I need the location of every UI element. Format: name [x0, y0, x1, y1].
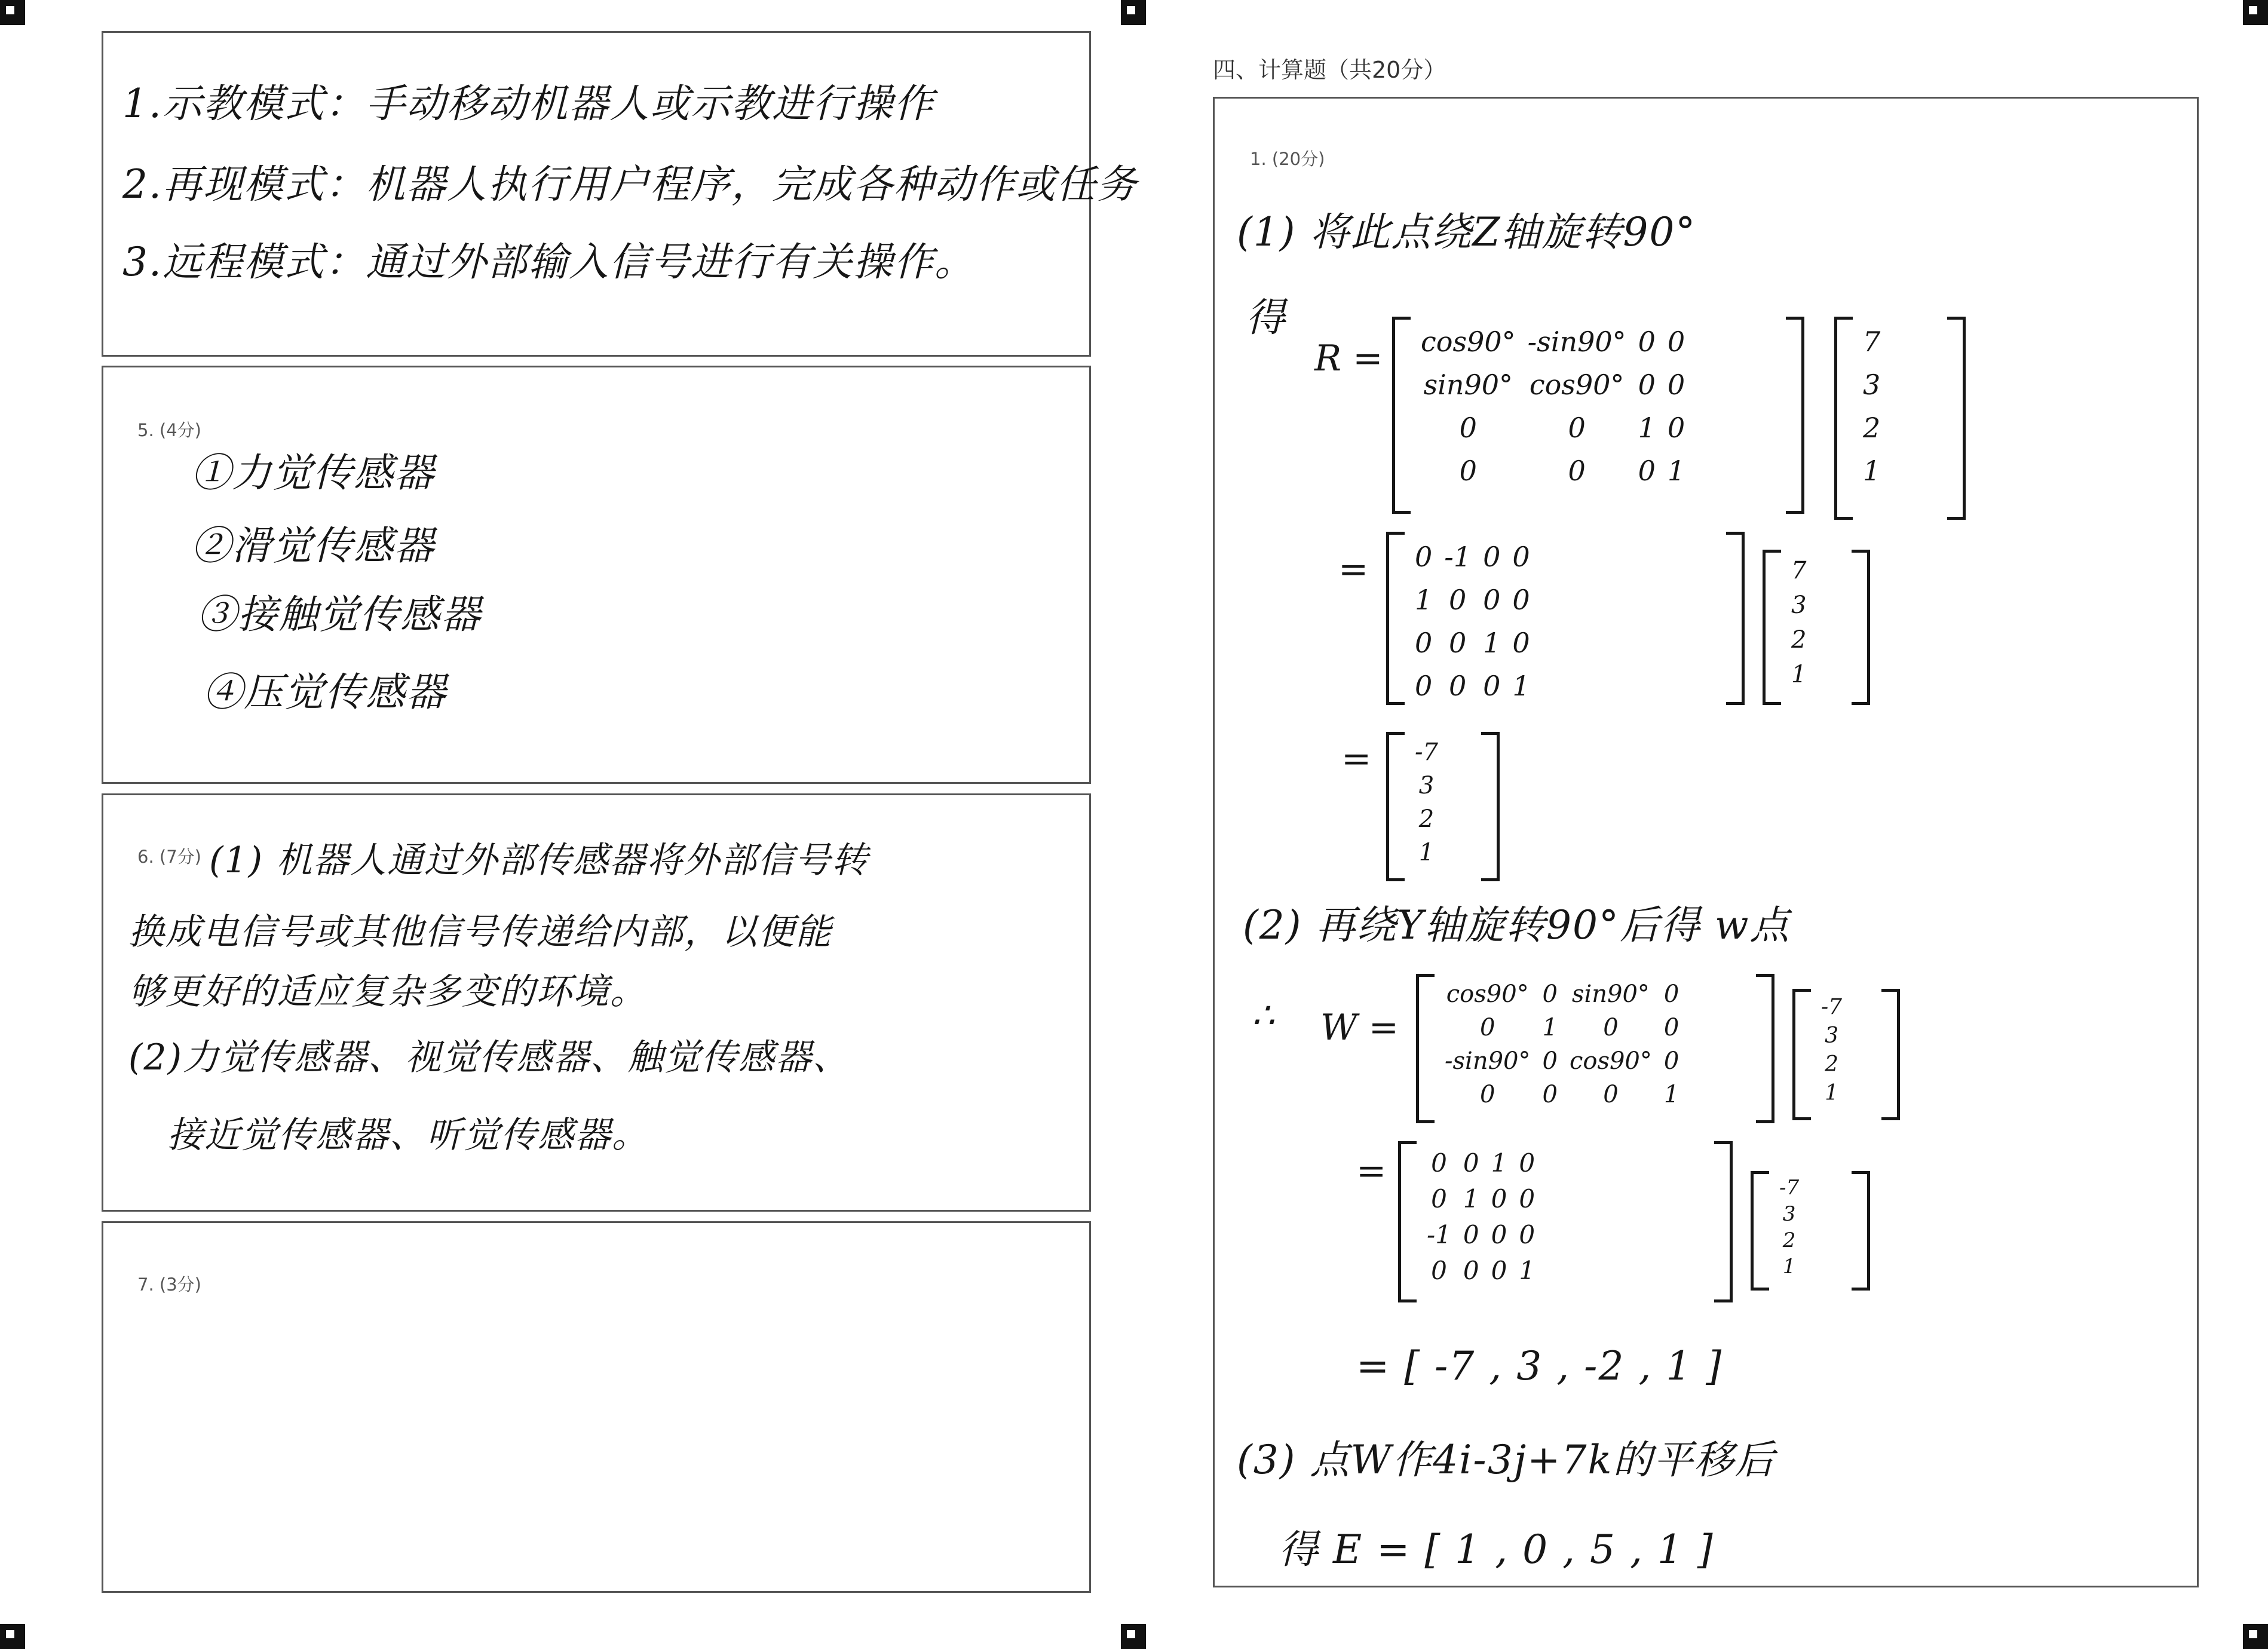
- cell: sin90°: [1423, 369, 1513, 401]
- step2-text: (2) 再绕Y轴旋转90°后得 w点: [1243, 902, 1791, 948]
- cell: 1: [1638, 412, 1656, 444]
- cell: 3: [1791, 591, 1807, 619]
- cell: 1: [1415, 584, 1433, 616]
- q5-answer-1: ①力觉传感器: [191, 450, 435, 496]
- rot-y-numeric-matrix: [1398, 1141, 1733, 1302]
- rot-y-symbolic-matrix: [1416, 974, 1774, 1123]
- cell: 0: [1463, 1219, 1479, 1249]
- cell: 0: [1491, 1184, 1507, 1213]
- cell: 7: [1791, 557, 1807, 584]
- cell: sin90°: [1571, 980, 1650, 1008]
- cell: cos90°: [1421, 326, 1516, 358]
- cell: -sin90°: [1527, 326, 1626, 358]
- cell: 3: [1782, 1202, 1796, 1226]
- q6-line-2: 换成电信号或其他信号传递给内部，以便能: [128, 911, 832, 953]
- cell: 0: [1603, 1014, 1619, 1041]
- cell: 0: [1638, 369, 1656, 401]
- step1-de: 得: [1246, 295, 1286, 341]
- cell: 0: [1480, 1081, 1495, 1108]
- step3-text: (3) 点W作4i-3j+7k的平移后: [1237, 1437, 1776, 1483]
- cell: 0: [1415, 627, 1433, 659]
- cell: 0: [1483, 584, 1501, 616]
- q4-line-3: 3.远程模式：通过外部输入信号进行有关操作。: [122, 239, 975, 285]
- therefore-sign: ∴: [1252, 995, 1275, 1037]
- cell: 0: [1480, 1014, 1495, 1041]
- cell: 2: [1782, 1228, 1796, 1252]
- cell: 1: [1491, 1148, 1507, 1178]
- answer-box-q5: [102, 366, 1091, 784]
- cell: 1: [1463, 1184, 1479, 1213]
- cell: 0: [1542, 1047, 1558, 1075]
- cell: 1: [1791, 661, 1807, 688]
- cell: 0: [1415, 541, 1433, 573]
- cell: 0: [1667, 326, 1685, 358]
- rotated-point-vector: [1386, 732, 1500, 881]
- cell: 2: [1863, 412, 1881, 444]
- cell: -sin90°: [1445, 1047, 1531, 1075]
- q6-label: 6. (7分): [137, 847, 201, 867]
- rotated-point-vector-2: [1792, 989, 1900, 1120]
- cell: -1: [1444, 541, 1472, 573]
- cell: 1: [1418, 839, 1435, 866]
- cell: 1: [1483, 627, 1501, 659]
- cell: 1: [1825, 1080, 1838, 1105]
- r-equals: R =: [1314, 338, 1383, 379]
- cell: 1: [1667, 455, 1685, 487]
- rot-z-numeric-matrix: [1386, 532, 1745, 705]
- equals-sign: =: [1338, 548, 1369, 590]
- cell: 0: [1638, 455, 1656, 487]
- cell: cos90°: [1569, 1047, 1652, 1075]
- cell: 0: [1663, 1014, 1679, 1041]
- q4-line-1: 1.示教模式：手动移动机器人或示教进行操作: [122, 81, 934, 127]
- cell: 0: [1638, 326, 1656, 358]
- scan-marker-top-left: [0, 0, 25, 25]
- cell: 0: [1667, 412, 1685, 444]
- cell: 0: [1463, 1255, 1479, 1285]
- cell: 1: [1542, 1014, 1558, 1041]
- rot-z-symbolic-matrix: [1392, 317, 1804, 514]
- scan-marker-bottom-right: [2243, 1624, 2268, 1649]
- cell: 0: [1519, 1184, 1536, 1213]
- equals-sign-2: =: [1341, 738, 1372, 780]
- cell: 0: [1431, 1148, 1447, 1178]
- cell: 0: [1459, 412, 1477, 444]
- cell: 0: [1512, 541, 1530, 573]
- cell: 2: [1418, 805, 1435, 833]
- w-result: = [ -7 , 3 , -2 , 1 ]: [1356, 1343, 1723, 1389]
- cell: 0: [1667, 369, 1685, 401]
- scan-marker-bottom-left: [0, 1624, 25, 1649]
- cell: 0: [1459, 455, 1477, 487]
- cell: -7: [1821, 994, 1843, 1019]
- scan-marker-top-center: [1121, 0, 1146, 25]
- q1-label: 1. (20分): [1250, 149, 1325, 169]
- q6-line-1: (1) 机器人通过外部传感器将外部信号转: [209, 839, 869, 881]
- cell: 0: [1512, 584, 1530, 616]
- point-p-vector: [1834, 317, 1966, 520]
- q6-line-5: 接近觉传感器、听觉传感器。: [167, 1114, 649, 1156]
- cell: 1: [1863, 455, 1881, 487]
- cell: 0: [1483, 670, 1501, 702]
- scan-marker-top-right: [2243, 0, 2268, 25]
- q5-answer-3: ③接触觉传感器: [197, 591, 482, 637]
- cell: 1: [1512, 670, 1530, 702]
- cell: 0: [1463, 1148, 1479, 1178]
- q6-line-3: 够更好的适应复杂多变的环境。: [128, 971, 647, 1013]
- cell: 0: [1491, 1219, 1507, 1249]
- q4-line-2: 2.再现模式：机器人执行用户程序，完成各种动作或任务: [122, 161, 1138, 207]
- cell: 0: [1663, 980, 1679, 1008]
- cell: -1: [1427, 1219, 1451, 1249]
- q6-line-4: (2)力觉传感器、视觉传感器、触觉传感器、: [128, 1037, 850, 1078]
- cell: 7: [1863, 326, 1881, 358]
- cell: 0: [1542, 980, 1558, 1008]
- cell: cos90°: [1446, 980, 1529, 1008]
- cell: 3: [1863, 369, 1881, 401]
- q7-label: 7. (3分): [137, 1274, 201, 1295]
- cell: 0: [1415, 670, 1433, 702]
- cell: 0: [1449, 670, 1467, 702]
- cell: 0: [1431, 1184, 1447, 1213]
- cell: 0: [1512, 627, 1530, 659]
- cell: 0: [1431, 1255, 1447, 1285]
- scan-marker-bottom-center: [1121, 1624, 1146, 1649]
- section-title: 四、计算题（共20分）: [1213, 57, 1446, 83]
- cell: 1: [1519, 1255, 1536, 1285]
- q5-answer-2: ②滑觉传感器: [191, 523, 435, 569]
- cell: 0: [1519, 1148, 1536, 1178]
- cell: cos90°: [1529, 369, 1625, 401]
- cell: 0: [1542, 1081, 1558, 1108]
- cell: 0: [1449, 584, 1467, 616]
- cell: 0: [1568, 412, 1586, 444]
- cell: 0: [1603, 1081, 1619, 1108]
- cell: 1: [1782, 1255, 1796, 1279]
- q5-answer-4: ④压觉传感器: [203, 669, 447, 715]
- cell: 0: [1663, 1047, 1679, 1075]
- cell: -7: [1415, 738, 1438, 766]
- cell: 0: [1519, 1219, 1536, 1249]
- cell: 0: [1449, 627, 1467, 659]
- cell: 3: [1825, 1023, 1838, 1048]
- cell: -7: [1779, 1176, 1800, 1200]
- rotated-point-vector-3: [1751, 1171, 1870, 1291]
- cell: 1: [1663, 1081, 1679, 1108]
- q5-label: 5. (4分): [137, 420, 201, 440]
- cell: 0: [1568, 455, 1586, 487]
- equals-sign-3: =: [1356, 1150, 1387, 1192]
- w-equals: W =: [1320, 1007, 1399, 1049]
- cell: 3: [1418, 772, 1435, 799]
- cell: 0: [1483, 541, 1501, 573]
- e-result: 得 E = [ 1 , 0 , 5 , 1 ]: [1279, 1527, 1714, 1573]
- cell: 2: [1825, 1052, 1838, 1077]
- point-p-vector-2: [1763, 550, 1870, 705]
- cell: 0: [1491, 1255, 1507, 1285]
- cell: 2: [1791, 626, 1807, 654]
- step1-text: (1) 将此点绕Z轴旋转90°: [1237, 209, 1697, 255]
- answer-box-q7: [102, 1221, 1091, 1593]
